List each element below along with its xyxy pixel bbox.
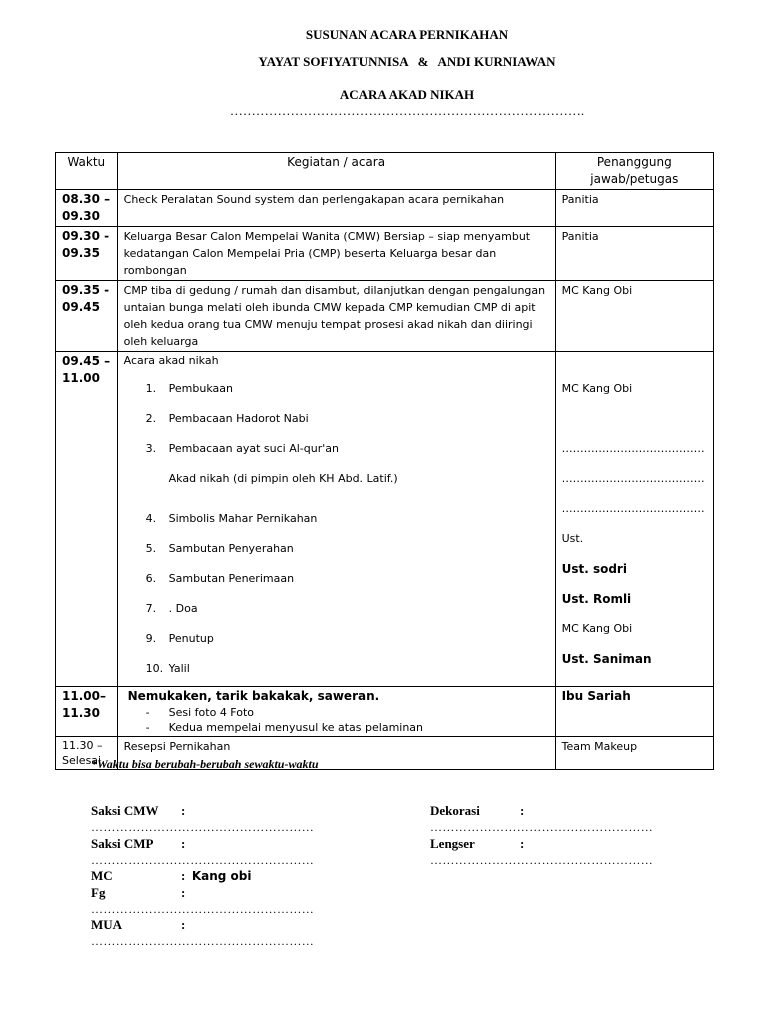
row-activity: Check Peralatan Sound system dan perlengakapan acara pernikahan (117, 190, 555, 227)
pic-list (562, 353, 707, 674)
pic-item: ………………………………… (561, 442, 705, 455)
pic-item: ………………………………… (561, 502, 705, 515)
mua-dotline: ……………………………………………… (91, 934, 315, 948)
table-row (56, 190, 714, 227)
pic-item: Ust. (561, 532, 584, 545)
pic-item: Ust. Romli (561, 592, 632, 606)
list-item: 5. Sambutan Penyerahan (145, 542, 294, 555)
lengser-field: Lengser : (430, 836, 525, 851)
table-row (56, 352, 714, 687)
row-time: 09.30 - 09.35 (56, 227, 118, 281)
saksi-cmw-dotline: ……………………………………………… (91, 820, 315, 834)
row-activity-list (117, 352, 555, 687)
pic-item: Ust. sodri (561, 562, 627, 576)
document-title: SUSUNAN ACARA PERNIKAHAN (305, 27, 509, 42)
table-row (56, 687, 714, 737)
list-item: 1. Pembukaan (145, 382, 233, 395)
saksi-cmp-field: Saksi CMP : (91, 836, 186, 851)
row-activity: Keluarga Besar Calon Mempelai Wanita (CMW) Bersiap – siap menyambut kedatangan Calon Mempelai Pria (CMP) beserta Keluarga besar dan rombongan (117, 227, 555, 281)
mc-value: Kang obi (191, 869, 252, 883)
list-item: 4. Simbolis Mahar Pernikahan (145, 512, 318, 525)
dekorasi-field: Dekorasi : (430, 803, 525, 818)
row-time: 08.30 – 09.30 (56, 190, 118, 227)
row-pic-list (555, 352, 713, 687)
list-item: 2. Pembacaan Hadorot Nabi (145, 412, 309, 425)
row-pic: Ibu Sariah (555, 687, 713, 737)
pic-item: MC Kang Obi (561, 622, 633, 635)
table-row (56, 281, 714, 352)
saksi-cmw-label: Saksi CMW (91, 803, 159, 818)
list-item: 6. Sambutan Penerimaan (145, 572, 295, 585)
list-item: 7. . Doa (145, 602, 198, 615)
pic-item: ………………………………… (561, 472, 705, 485)
list-item: Akad nikah (di pimpin oleh KH Abd. Latif.) (168, 472, 398, 485)
saksi-cmp-label: Saksi CMP (91, 836, 154, 851)
activity-heading: Acara akad nikah (123, 354, 219, 367)
pic-item: Ust. Saniman (561, 652, 652, 666)
row-activity: CMP tiba di gedung / rumah dan disambut, dilanjutkan dengan pengalungan untaian bunga melati oleh ibunda CMW kepada CMP kemudian CMP di apit oleh kedua orang tua CMW menuju tempat prosesi akad nikah dan diiringi oleh keluarga (117, 281, 555, 352)
mua-label: MUA (91, 917, 123, 932)
schedule-table (55, 152, 714, 770)
fg-label: Fg (91, 885, 106, 900)
mua-field: MUA : (91, 917, 186, 932)
agenda-list (124, 374, 549, 684)
row-pic: Team Makeup (555, 737, 713, 770)
fg-field: Fg : (91, 885, 186, 900)
mc-label: MC (91, 868, 113, 883)
dekorasi-label: Dekorasi (430, 803, 480, 818)
list-item: - Sesi foto 4 Foto (145, 706, 255, 719)
saksi-cmp-dotline: ……………………………………………… (91, 853, 315, 867)
pic-item (562, 353, 707, 374)
section-title: ACARA AKAD NIKAH (339, 87, 475, 102)
fg-dotline: ……………………………………………… (91, 902, 315, 916)
row-time: 11.30 – Selesai (56, 737, 118, 770)
dekorasi-dotline: ……………………………………………… (430, 820, 654, 834)
footnote: *Waktu bisa berubah-berubah sewaktu-waktu (91, 757, 319, 771)
row-activity: Resepsi Pernikahan (117, 737, 555, 770)
row-time: 09.45 – 11.00 (56, 352, 118, 687)
list-item: 10. Yalil (145, 662, 190, 675)
list-item: 9. Penutup (145, 632, 214, 645)
row-time: 09.35 - 09.45 (56, 281, 118, 352)
row-time: 11.00– 11.30 (56, 687, 118, 737)
activity-heading: Nemukaken, tarik bakakak, saweran. (127, 689, 380, 703)
list-item: 3. Pembacaan ayat suci Al-qur'an (145, 442, 339, 455)
table-row (56, 227, 714, 281)
row-pic: MC Kang Obi (555, 281, 713, 352)
header-kegiatan: Kegiatan / acara (117, 153, 555, 190)
saksi-cmw-field: Saksi CMW : (91, 803, 186, 818)
pic-item: MC Kang Obi (561, 382, 633, 395)
row-pic: Panitia (555, 227, 713, 281)
header-penanggung: Penanggung jawab/petugas (555, 153, 713, 190)
title-dotted-line: ………………………………………………………………………. (229, 103, 585, 118)
pic-item (562, 404, 707, 434)
row-pic: Panitia (555, 190, 713, 227)
row-activity (117, 687, 555, 737)
table-header-row (56, 153, 714, 190)
mc-field: MC : Kang obi (91, 868, 252, 883)
lengser-label: Lengser (430, 836, 475, 851)
list-item: - Kedua mempelai menyusul ke atas pelaminan (145, 721, 424, 734)
couple-names: YAYAT SOFIYATUNNISA & ANDI KURNIAWAN (258, 54, 556, 69)
lengser-dotline: ……………………………………………… (430, 853, 654, 867)
header-waktu: Waktu (56, 153, 118, 190)
